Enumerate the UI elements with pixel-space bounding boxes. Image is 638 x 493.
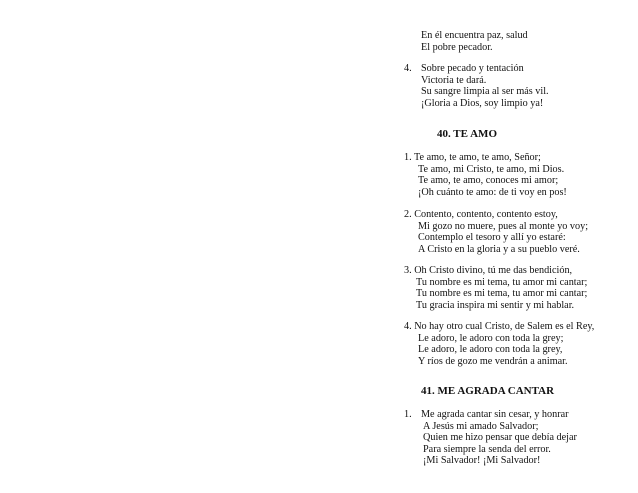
verse-line: Mi gozo no muere, pues al monte yo voy; [418,220,589,232]
verse-line: ¡Gloria a Dios, soy limpio ya! [421,97,544,109]
verse-line: 3. Oh Cristo divino, tú me das bendición, [404,265,573,276]
song39-intro-line-1: En él encuentra paz, salud [421,30,528,41]
verse-line: Y ríos de gozo me vendrán a animar. [418,355,568,367]
verse-line: Le adoro, le adoro con toda la grey; [418,332,564,344]
song40-verse-2 [404,209,588,255]
verse-line: Tu nombre es mi tema, tu amor mi cantar; [416,276,588,288]
verse-line: Contemplo el tesoro y allí yo estaré: [418,232,566,244]
song39-intro-line-2: El pobre pecador. [421,41,493,53]
song41-verse-1 [421,409,577,467]
verse-line: Sobre pecado y tentación [421,63,524,74]
song40-verse-1 [404,152,567,198]
verse-line: Te amo, te amo, conoces mi amor; [418,175,559,187]
song40-title: 40. TE AMO [437,128,498,140]
verse-line: Para siempre la senda del error. [423,443,551,455]
verse-line: 1. Te amo, te amo, te amo, Señor; [404,152,541,163]
verse-line: Me agrada cantar sin cesar, y honrar [421,409,569,420]
verse-line: Victoria te dará. [421,74,487,86]
verse-line: ¡Oh cuánto te amo: de ti voy en pos! [418,186,567,198]
song41-title: 41. ME AGRADA CANTAR [421,385,555,397]
song39-verse4-number: 4. [404,63,412,74]
verse-line: A Jesús mi amado Salvador; [423,420,539,432]
song41-verse1-number: 1. [404,409,412,420]
song39-verse4 [421,63,549,109]
verse-line: 4. No hay otro cual Cristo, de Salem es el Rey, [404,321,595,332]
verse-line: Te amo, mi Cristo, te amo, mi Dios. [418,163,565,175]
verse-line: ¡Mi Salvador! ¡Mi Salvador! [423,455,541,467]
verse-line: Su sangre limpia al ser más vil. [421,86,549,98]
song40-verse-4 [404,321,594,367]
song40-verse-3 [404,265,587,311]
verse-line: Tu gracia inspira mi sentir y mi hablar. [416,299,575,311]
verse-line: 2. Contento, contento, contento estoy, [404,209,558,220]
verse-line: Tu nombre es mi tema, tu amor mi cantar; [416,288,588,300]
verse-line: Quien me hizo pensar que debía dejar [423,432,577,444]
verse-line: Le adoro, le adoro con toda la grey, [418,344,563,356]
verse-line: A Cristo en la gloria y a su pueblo veré. [418,243,580,255]
song39-intro [421,30,528,53]
